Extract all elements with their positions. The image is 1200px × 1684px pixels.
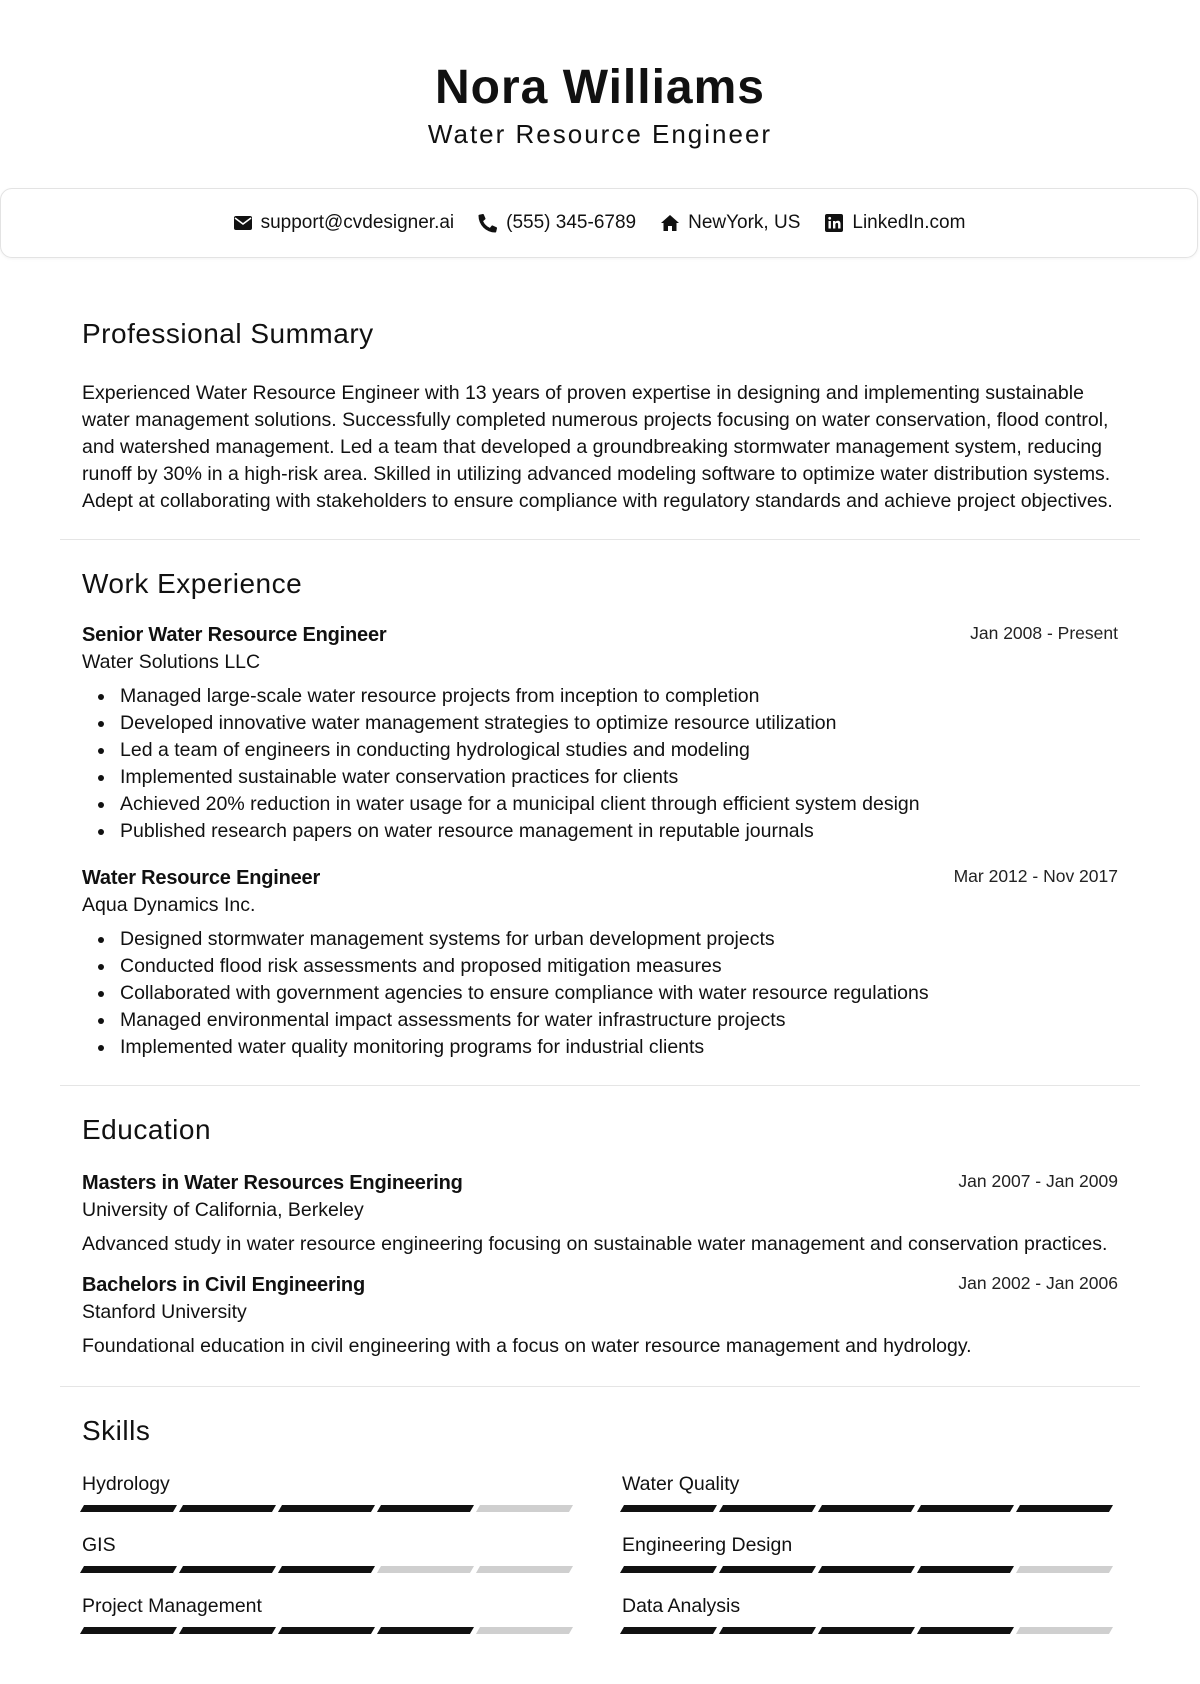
home-icon <box>660 213 680 233</box>
skill-name: Project Management <box>82 1595 262 1617</box>
job-bullet: Developed innovative water management strategies to optimize resource utilization <box>82 710 1118 737</box>
phone-text: (555) 345-6789 <box>506 212 637 233</box>
skill-item <box>82 1593 574 1634</box>
job-bullet: Managed large-scale water resource projects from inception to completion <box>82 683 1118 710</box>
job-bullet: Collaborated with government agencies to ensure compliance with water resource regulations <box>82 980 1118 1007</box>
linkedin-icon <box>824 213 844 233</box>
job-company: Aqua Dynamics Inc. <box>82 894 256 916</box>
job-bullet: Conducted flood risk assessments and proposed mitigation measures <box>82 953 1118 980</box>
skill-level-bar <box>82 1505 574 1512</box>
skill-item <box>82 1532 574 1573</box>
skill-segment-filled <box>719 1627 816 1634</box>
skill-name: Data Analysis <box>622 1595 741 1617</box>
contact-location <box>660 212 800 234</box>
job-bullet: Led a team of engineers in conducting hydrological studies and modeling <box>82 737 1118 764</box>
skill-segment-filled <box>620 1566 717 1573</box>
skill-segment-filled <box>179 1566 276 1573</box>
skill-name: Water Quality <box>622 1473 740 1495</box>
job-bullet: Designed stormwater management systems for urban development projects <box>82 926 1118 953</box>
skill-segment-filled <box>620 1627 717 1634</box>
job-bullet: Managed environmental impact assessments for water infrastructure projects <box>82 1007 1118 1034</box>
job-bullets <box>82 683 1118 845</box>
school-name: University of California, Berkeley <box>82 1199 364 1221</box>
location-text: NewYork, US <box>688 212 801 233</box>
skills-grid <box>82 1471 1118 1654</box>
candidate-title: Water Resource Engineer <box>427 119 773 149</box>
skill-segment-empty <box>476 1566 573 1573</box>
degree-title: Masters in Water Resources Engineering <box>82 1172 463 1194</box>
linkedin-text: LinkedIn.com <box>852 212 966 233</box>
envelope-icon <box>233 213 253 233</box>
skill-segment-filled <box>278 1505 375 1512</box>
work-heading: Work Experience <box>82 568 303 599</box>
education-entry <box>82 1272 1118 1360</box>
education-section <box>60 1086 1140 1387</box>
job-bullet: Implemented sustainable water conservation practices for clients <box>82 764 1118 791</box>
contact-email[interactable] <box>233 212 455 234</box>
education-dates: Jan 2007 - Jan 2009 <box>958 1171 1118 1191</box>
skill-segment-filled <box>377 1627 474 1634</box>
skill-name: GIS <box>82 1534 116 1556</box>
skill-item <box>82 1471 574 1512</box>
skill-segment-filled <box>818 1566 915 1573</box>
skill-segment-filled <box>620 1505 717 1512</box>
education-description: Foundational education in civil engineering with a focus on water resource management and hydrology. <box>82 1335 972 1357</box>
skill-segment-empty <box>1016 1627 1113 1634</box>
skills-heading: Skills <box>82 1415 151 1446</box>
phone-icon <box>478 213 498 233</box>
summary-heading: Professional Summary <box>82 318 374 349</box>
job-bullets <box>82 926 1118 1061</box>
job-bullet: Published research papers on water resource management in reputable journals <box>82 818 1118 845</box>
skill-item <box>622 1532 1114 1573</box>
education-entry <box>82 1170 1118 1258</box>
candidate-name: Nora Williams <box>435 61 765 114</box>
contact-phone[interactable] <box>478 212 636 234</box>
work-section <box>60 540 1140 1086</box>
skill-segment-filled <box>80 1627 177 1634</box>
summary-text: Experienced Water Resource Engineer with 13 years of proven expertise in designing and implementing sustainable water management solutions. Successfully completed numerous projects focusing on water conservation, flood control, and watershed management. Led a team that developed a groundbreaking stormwater management system, reducing runoff by 30% in a high-risk area. Skilled in utilizing advanced modeling software to optimize water distribution systems. Adept at collaborating with stakeholders to ensure compliance with regulatory standards and achieve project objectives. <box>82 382 1113 512</box>
skill-segment-filled <box>917 1627 1014 1634</box>
skill-level-bar <box>622 1505 1114 1512</box>
summary-section <box>60 290 1140 540</box>
skill-segment-filled <box>719 1505 816 1512</box>
skill-item <box>622 1593 1114 1634</box>
skill-segment-filled <box>917 1505 1014 1512</box>
skill-segment-filled <box>179 1505 276 1512</box>
skill-segment-filled <box>80 1566 177 1573</box>
job-dates: Jan 2008 - Present <box>970 623 1118 643</box>
school-name: Stanford University <box>82 1301 247 1323</box>
skill-segment-filled <box>278 1627 375 1634</box>
job-entry <box>82 622 1118 845</box>
resume-header <box>0 0 1200 150</box>
skill-segment-filled <box>377 1505 474 1512</box>
job-bullet: Implemented water quality monitoring programs for industrial clients <box>82 1034 1118 1061</box>
resume-content <box>60 290 1140 1654</box>
education-heading: Education <box>82 1114 212 1145</box>
skill-segment-filled <box>719 1566 816 1573</box>
skill-name: Engineering Design <box>622 1534 793 1556</box>
skill-segment-filled <box>1016 1505 1113 1512</box>
skill-level-bar <box>622 1566 1114 1573</box>
skill-segment-filled <box>278 1566 375 1573</box>
skill-segment-empty <box>1016 1566 1113 1573</box>
job-title: Senior Water Resource Engineer <box>82 624 387 646</box>
skills-section <box>60 1387 1140 1654</box>
skill-segment-filled <box>818 1627 915 1634</box>
job-bullet: Achieved 20% reduction in water usage for a municipal client through efficient system design <box>82 791 1118 818</box>
skill-item <box>622 1471 1114 1512</box>
skill-level-bar <box>622 1627 1114 1634</box>
skill-level-bar <box>82 1566 574 1573</box>
contact-bar <box>0 188 1198 258</box>
education-dates: Jan 2002 - Jan 2006 <box>958 1273 1118 1293</box>
skill-segment-filled <box>818 1505 915 1512</box>
skill-segment-empty <box>476 1505 573 1512</box>
skill-name: Hydrology <box>82 1473 170 1495</box>
degree-title: Bachelors in Civil Engineering <box>82 1274 365 1296</box>
job-company: Water Solutions LLC <box>82 651 261 673</box>
education-description: Advanced study in water resource engineering focusing on sustainable water management and conservation practices. <box>82 1233 1108 1255</box>
skill-segment-empty <box>377 1566 474 1573</box>
skill-segment-empty <box>476 1627 573 1634</box>
skill-segment-filled <box>917 1566 1014 1573</box>
skill-segment-filled <box>80 1505 177 1512</box>
email-text: support@cvdesigner.ai <box>260 212 455 233</box>
contact-linkedin[interactable] <box>824 212 965 234</box>
skill-segment-filled <box>179 1627 276 1634</box>
skill-level-bar <box>82 1627 574 1634</box>
job-entry <box>82 865 1118 1061</box>
job-dates: Mar 2012 - Nov 2017 <box>953 866 1118 886</box>
job-title: Water Resource Engineer <box>82 867 321 889</box>
